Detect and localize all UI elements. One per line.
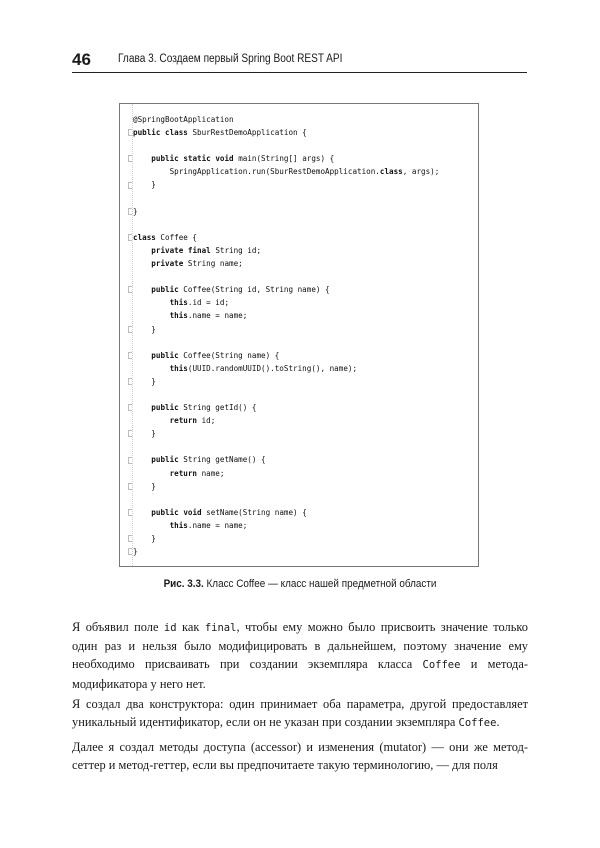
fold-marker-icon (128, 234, 132, 241)
text-run: Далее я создал методы доступа (accessor) и изменения (mutator) — они же метод-сеттер и метод-геттер, если вы предпочитаете такую терминологию, — для поля (72, 740, 528, 773)
inline-code: id (163, 622, 177, 634)
paragraph-accessors (72, 738, 528, 774)
code-line: public static void main(String[] args) { (151, 154, 335, 164)
paragraph-constructors (72, 695, 528, 732)
fold-marker-icon (128, 548, 132, 555)
code-line: } (133, 429, 156, 439)
fold-marker-icon (128, 326, 132, 333)
text-run: и метода-модификатора у него нет. (72, 657, 528, 691)
code-line: } (133, 481, 156, 491)
code-line: } (133, 547, 138, 557)
code-line: class Coffee { (133, 232, 198, 242)
page-number: 46 (72, 50, 91, 69)
caption-label: Рис. 3.3. (163, 578, 204, 590)
code-line (133, 192, 472, 205)
code-line (133, 139, 472, 152)
figure-caption (30, 578, 570, 590)
fold-marker-icon (128, 378, 132, 385)
text-run: как (176, 620, 205, 634)
text-run: Я объявил поле (72, 620, 164, 634)
fold-marker-icon (128, 483, 132, 490)
code-line: public String getName() { (151, 455, 266, 465)
code-line: this.id = id; (169, 298, 230, 308)
paragraph-final-field (72, 618, 528, 693)
code-line: public String getId() { (151, 403, 257, 413)
inline-code: final (204, 622, 237, 634)
code-line: } (133, 376, 156, 386)
chapter-title: Глава 3. Создаем первый Spring Boot REST API (118, 53, 343, 65)
fold-marker-icon (128, 208, 132, 215)
code-line: this.name = name; (169, 311, 248, 321)
fold-marker-icon (128, 129, 132, 136)
code-line: } (133, 206, 138, 216)
code-line: public class SburRestDemoApplication { (133, 128, 307, 138)
code-line: this.name = name; (169, 520, 248, 530)
fold-marker-icon (128, 182, 132, 189)
code-line: } (133, 324, 156, 334)
code-line (133, 218, 472, 231)
fold-marker-icon (128, 430, 132, 437)
code-listing (133, 113, 472, 558)
code-figure (119, 103, 479, 567)
code-line: public void setName(String name) { (151, 507, 307, 517)
code-line (133, 270, 472, 283)
code-line: } (133, 180, 156, 190)
inline-code: Coffee (458, 717, 497, 730)
text-run: Я создал два конструктора: один принимает оба параметра, другой предоставляет уникальный идентификатор, если он не указан при создании экземпляра (72, 697, 528, 730)
code-line: this(UUID.randomUUID().toString(), name); (169, 363, 358, 373)
code-line: public Coffee(String id, String name) { (151, 285, 330, 295)
code-line: @SpringBootApplication (133, 115, 234, 124)
code-line: private final String id; (151, 245, 262, 255)
code-line (133, 336, 472, 349)
inline-code: Coffee (422, 659, 461, 672)
code-line: private String name; (151, 259, 243, 269)
code-line: return id; (169, 416, 216, 426)
code-line (133, 440, 472, 453)
fold-marker-icon (128, 286, 132, 293)
code-gutter (120, 104, 133, 566)
fold-marker-icon (128, 509, 132, 516)
page-header (72, 50, 527, 73)
caption-text: Класс Coffee — класс нашей предметной области (203, 578, 437, 590)
fold-marker-icon (128, 404, 132, 411)
code-line: public Coffee(String name) { (151, 350, 280, 360)
text-run: . (496, 715, 500, 730)
fold-marker-icon (128, 352, 132, 359)
code-line (133, 493, 472, 506)
text-run: , чтобы ему можно было присвоить значение только один раз и нельзя было модифицировать в дальнейшем, поэтому значение ему необходимо присваивать при создании экземпляра класса (72, 620, 528, 672)
code-line: SpringApplication.run(SburRestDemoApplication.class, args); (133, 167, 440, 177)
code-line (133, 388, 472, 401)
fold-marker-icon (128, 457, 132, 464)
fold-marker-icon (128, 155, 132, 162)
code-line: } (133, 534, 156, 543)
code-line: return name; (169, 468, 225, 478)
fold-marker-icon (128, 535, 132, 542)
